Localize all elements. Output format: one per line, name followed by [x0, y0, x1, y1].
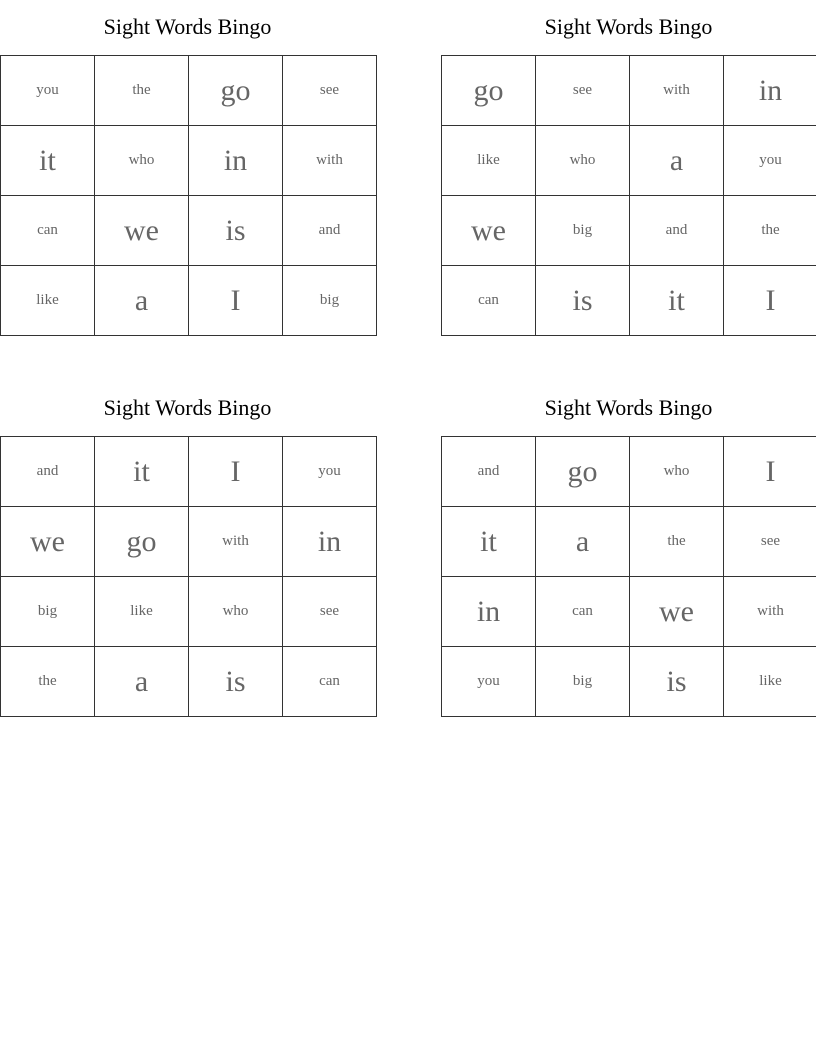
grid-row [1, 437, 377, 507]
grid-row [1, 266, 377, 336]
bingo-cell: the [724, 196, 816, 266]
bingo-cell: go [442, 56, 536, 126]
bingo-cell: who [536, 126, 630, 196]
bingo-cell: it [442, 507, 536, 577]
bingo-cell: is [189, 196, 283, 266]
bingo-grid [0, 55, 377, 336]
grid-row [442, 647, 816, 717]
bingo-cell: it [1, 126, 95, 196]
bingo-cell: and [1, 437, 95, 507]
grid-row [442, 577, 816, 647]
bingo-cell: see [283, 577, 377, 647]
bingo-cell: go [95, 507, 189, 577]
bingo-cell: like [442, 126, 536, 196]
bingo-cell: the [1, 647, 95, 717]
bingo-grid [0, 436, 377, 717]
bingo-cell: can [1, 196, 95, 266]
bingo-cell: with [283, 126, 377, 196]
bingo-cell: who [95, 126, 189, 196]
bingo-cell: you [442, 647, 536, 717]
bingo-cell: you [1, 56, 95, 126]
bingo-cell: see [283, 56, 377, 126]
bingo-cell: and [283, 196, 377, 266]
bingo-card-2 [441, 12, 816, 317]
bingo-cell: can [442, 266, 536, 336]
bingo-cell: in [442, 577, 536, 647]
grid-row [1, 647, 377, 717]
bingo-cell: the [630, 507, 724, 577]
grid-row [442, 56, 816, 126]
card-title: Sight Words Bingo [544, 395, 713, 420]
bingo-cell: like [95, 577, 189, 647]
bingo-cell: the [95, 56, 189, 126]
grid-row [1, 507, 377, 577]
bingo-cell: a [95, 647, 189, 717]
bingo-grid [441, 436, 816, 717]
grid-row [442, 266, 816, 336]
grid-row [1, 577, 377, 647]
bingo-cell: it [95, 437, 189, 507]
bingo-card-3 [0, 393, 375, 698]
bingo-card-4 [441, 393, 816, 698]
bingo-cell: with [189, 507, 283, 577]
grid-row [442, 437, 816, 507]
bingo-cell: I [724, 437, 816, 507]
bingo-cell: big [283, 266, 377, 336]
grid-row [442, 196, 816, 266]
card-title: Sight Words Bingo [103, 14, 272, 39]
bingo-cell: you [724, 126, 816, 196]
bingo-cell: who [189, 577, 283, 647]
bingo-cell: can [283, 647, 377, 717]
bingo-cell: like [1, 266, 95, 336]
card-title: Sight Words Bingo [103, 395, 272, 420]
bingo-cell: a [630, 126, 724, 196]
bingo-cell: see [536, 56, 630, 126]
bingo-cell: see [724, 507, 816, 577]
bingo-cell: with [630, 56, 724, 126]
bingo-cell: who [630, 437, 724, 507]
bingo-cell: big [1, 577, 95, 647]
bingo-cell: you [283, 437, 377, 507]
bingo-cell: is [630, 647, 724, 717]
bingo-card-1 [0, 12, 375, 317]
bingo-cell: can [536, 577, 630, 647]
grid-row [442, 507, 816, 577]
bingo-cell: like [724, 647, 816, 717]
bingo-cell: I [724, 266, 816, 336]
grid-row [442, 126, 816, 196]
bingo-cell: big [536, 196, 630, 266]
bingo-cell: it [630, 266, 724, 336]
bingo-cell: we [442, 196, 536, 266]
bingo-cell: is [536, 266, 630, 336]
bingo-grid [441, 55, 816, 336]
bingo-cell: in [189, 126, 283, 196]
grid-row [1, 56, 377, 126]
bingo-cell: I [189, 437, 283, 507]
bingo-cell: we [95, 196, 189, 266]
bingo-cell: with [724, 577, 816, 647]
card-title: Sight Words Bingo [544, 14, 713, 39]
bingo-cell: and [442, 437, 536, 507]
grid-row [1, 196, 377, 266]
bingo-cell: in [724, 56, 816, 126]
bingo-cell: in [283, 507, 377, 577]
bingo-cell: a [536, 507, 630, 577]
bingo-cell: go [189, 56, 283, 126]
bingo-cell: we [630, 577, 724, 647]
bingo-cell: a [95, 266, 189, 336]
bingo-cell: is [189, 647, 283, 717]
bingo-cell: we [1, 507, 95, 577]
bingo-cell: go [536, 437, 630, 507]
grid-row [1, 126, 377, 196]
bingo-cell: I [189, 266, 283, 336]
bingo-cell: big [536, 647, 630, 717]
bingo-cell: and [630, 196, 724, 266]
